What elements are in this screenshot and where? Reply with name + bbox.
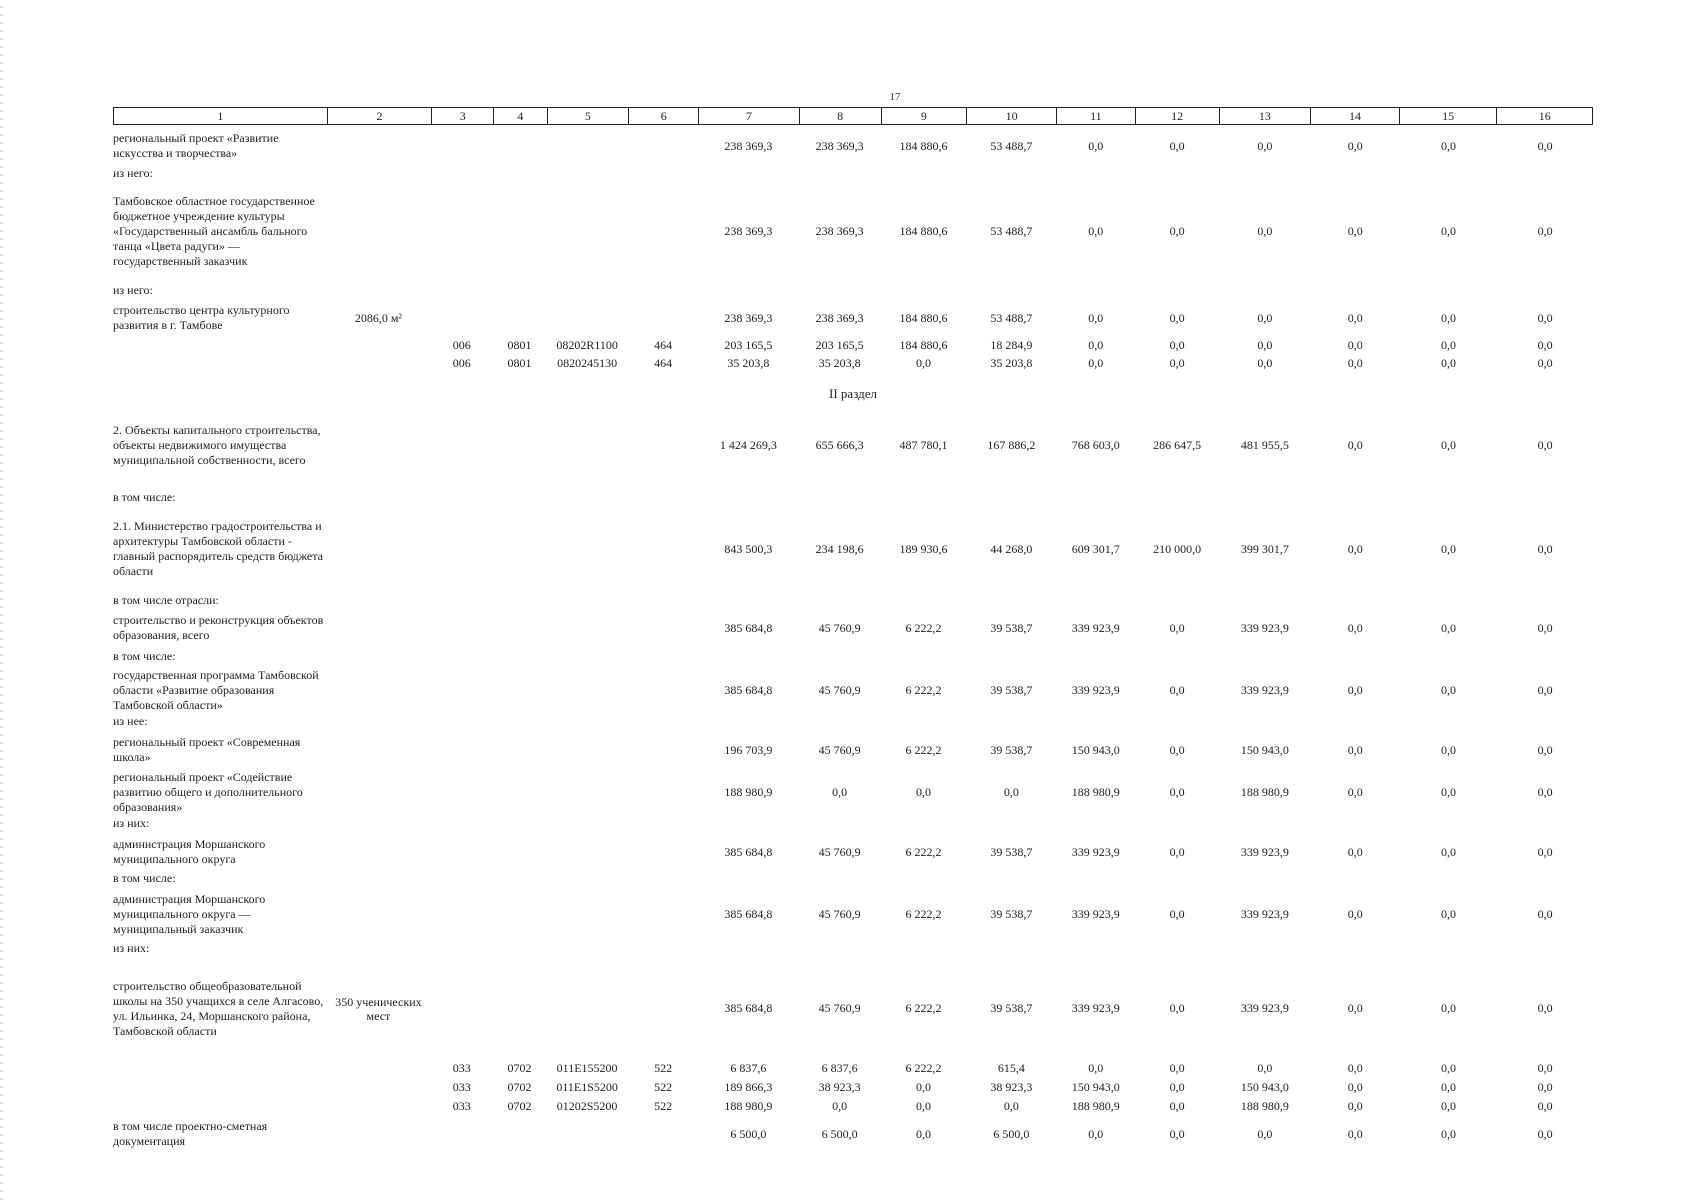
note-text: в том числе: <box>113 490 176 504</box>
value-col-8: 203 165,5 <box>815 337 864 352</box>
budget-code-3: 033 <box>452 1098 471 1113</box>
note-text: в том числе отрасли: <box>113 593 219 607</box>
value-col-13: 0,0 <box>1257 138 1273 153</box>
value-col-13: 0,0 <box>1257 310 1273 325</box>
value-col-16: 0,0 <box>1537 1079 1553 1094</box>
row-label: Тамбовское областное государственное бюджетное учреждение культуры «Государственный ансамбль бального танца «Цвета радуги» — государственный заказчик <box>113 193 315 268</box>
value-col-14: 0,0 <box>1347 1079 1363 1094</box>
value-col-9: 0,0 <box>916 1098 932 1113</box>
value-col-13: 0,0 <box>1257 355 1273 370</box>
value-col-7: 385 684,8 <box>724 620 773 635</box>
section-title: II раздел <box>829 386 877 401</box>
value-col-7: 385 684,8 <box>724 1001 773 1015</box>
value-col-7: 203 165,5 <box>724 337 773 352</box>
value-col-13: 339 923,9 <box>1240 844 1289 859</box>
value-col-10: 44 268,0 <box>990 541 1033 556</box>
value-col-15: 0,0 <box>1440 1001 1456 1015</box>
row-label: региональный проект «Содействие развитию общего и дополнительного образования» <box>113 769 303 814</box>
value-col-12: 0,0 <box>1169 1126 1185 1141</box>
table-row <box>113 735 1593 765</box>
value-col-14: 0,0 <box>1347 742 1363 757</box>
value-col-9: 487 780,1 <box>899 437 948 452</box>
value-col-8: 45 760,9 <box>818 620 861 635</box>
value-col-14: 0,0 <box>1347 1098 1363 1113</box>
value-col-7: 385 684,8 <box>724 844 773 859</box>
row-label: 2.1. Министерство градостроительства и архитектуры Тамбовской области - главный распорядитель средств бюджета области <box>113 519 323 578</box>
table-row <box>113 511 1593 587</box>
col-header-13: 13 <box>1219 108 1311 124</box>
value-col-7: 1 424 269,3 <box>719 437 777 452</box>
note-text: из него: <box>113 283 153 297</box>
value-col-15: 0,0 <box>1440 682 1456 697</box>
value-col-7: 188 980,9 <box>724 784 773 799</box>
value-col-10: 39 538,7 <box>990 1001 1033 1015</box>
budget-code-6: 522 <box>654 1098 673 1113</box>
value-col-13: 339 923,9 <box>1240 682 1289 697</box>
row-label: строительство общеобразовательной школы на 350 учащихся в селе Алгасово, ул. Ильинка, 24, Моршанского района, Тамбовской области <box>113 978 324 1038</box>
value-col-14: 0,0 <box>1347 1126 1363 1141</box>
value-col-13: 188 980,9 <box>1240 784 1289 799</box>
value-col-15: 0,0 <box>1440 844 1456 859</box>
value-col-13: 339 923,9 <box>1240 906 1289 921</box>
table-row <box>113 891 1593 937</box>
value-col-10: 39 538,7 <box>990 906 1033 921</box>
budget-code-4: 0702 <box>507 1079 532 1094</box>
budget-code-3: 006 <box>452 355 471 370</box>
budget-code-3: 033 <box>452 1060 471 1075</box>
budget-code-5: 08202R1100 <box>556 337 618 352</box>
col-header-11: 11 <box>1056 108 1135 124</box>
value-col-8: 6 837,6 <box>821 1060 858 1075</box>
budget-code-4: 0702 <box>507 1098 532 1113</box>
value-col-15: 0,0 <box>1440 906 1456 921</box>
value-col-12: 210 000,0 <box>1153 541 1202 556</box>
value-col-11: 0,0 <box>1088 223 1104 238</box>
value-col-11: 150 943,0 <box>1071 1079 1120 1094</box>
value-col-15: 0,0 <box>1440 620 1456 635</box>
budget-code-6: 522 <box>654 1060 673 1075</box>
value-col-12: 0,0 <box>1169 1060 1185 1075</box>
table-row <box>113 1097 1593 1115</box>
value-col-16: 0,0 <box>1537 906 1553 921</box>
value-col-10: 18 284,9 <box>990 337 1033 352</box>
table-row <box>113 963 1593 1054</box>
note-text: из них: <box>113 816 150 830</box>
value-col-15: 0,0 <box>1440 138 1456 153</box>
value-col-10: 39 538,7 <box>990 620 1033 635</box>
col-header-4: 4 <box>493 108 546 124</box>
table-row <box>113 1078 1593 1096</box>
row-label: администрация Моршанского муниципального округа <box>113 837 266 866</box>
value-col-11: 0,0 <box>1088 1060 1104 1075</box>
value-col-8: 238 369,3 <box>815 138 864 153</box>
value-col-13: 150 943,0 <box>1240 742 1289 757</box>
value-col-16: 0,0 <box>1537 223 1553 238</box>
value-col-10: 38 923,3 <box>990 1079 1033 1094</box>
value-col-15: 0,0 <box>1440 310 1456 325</box>
value-col-9: 184 880,6 <box>899 138 948 153</box>
value-col-16: 0,0 <box>1537 1001 1553 1015</box>
value-col-7: 238 369,3 <box>724 223 773 238</box>
value-col-10: 35 203,8 <box>990 355 1033 370</box>
value-col-10: 6 500,0 <box>993 1126 1030 1141</box>
col-header-9: 9 <box>881 108 967 124</box>
value-col-10: 615,4 <box>997 1060 1025 1075</box>
value-col-11: 188 980,9 <box>1071 784 1120 799</box>
value-col-14: 0,0 <box>1347 223 1363 238</box>
value-col-16: 0,0 <box>1537 784 1553 799</box>
value-col-8: 238 369,3 <box>815 310 864 325</box>
note-text: в том числе: <box>113 871 176 885</box>
scan-edge <box>0 0 3 1200</box>
value-col-12: 0,0 <box>1169 682 1185 697</box>
table-row <box>113 354 1593 372</box>
value-col-15: 0,0 <box>1440 742 1456 757</box>
value-col-14: 0,0 <box>1347 355 1363 370</box>
value-col-8: 6 500,0 <box>821 1126 858 1141</box>
value-col-16: 0,0 <box>1537 337 1553 352</box>
value-col-13: 188 980,9 <box>1240 1098 1289 1113</box>
value-col-8: 0,0 <box>832 784 848 799</box>
note-text: из них: <box>113 941 150 955</box>
value-col-15: 0,0 <box>1440 355 1456 370</box>
value-col-7: 188 980,9 <box>724 1098 773 1113</box>
value-col-10: 53 488,7 <box>990 223 1033 238</box>
value-col-12: 0,0 <box>1169 784 1185 799</box>
value-col-12: 286 647,5 <box>1153 437 1202 452</box>
table-row <box>113 1059 1593 1077</box>
table-row <box>113 303 1593 333</box>
value-col-8: 234 198,6 <box>815 541 864 556</box>
value-col-10: 39 538,7 <box>990 844 1033 859</box>
value-col-15: 0,0 <box>1440 223 1456 238</box>
col-header-8: 8 <box>799 108 881 124</box>
row-label: региональный проект «Современная школа» <box>113 735 301 764</box>
value-col-14: 0,0 <box>1347 844 1363 859</box>
value-col-8: 38 923,3 <box>818 1079 861 1094</box>
value-col-10: 39 538,7 <box>990 742 1033 757</box>
table-row <box>113 667 1593 713</box>
value-col-16: 0,0 <box>1537 1060 1553 1075</box>
page-number: 17 <box>889 91 901 103</box>
value-col-9: 0,0 <box>916 1079 932 1094</box>
value-col-16: 0,0 <box>1537 355 1553 370</box>
value-col-8: 45 760,9 <box>818 906 861 921</box>
value-col-14: 0,0 <box>1347 138 1363 153</box>
row-label: государственная программа Тамбовской области «Развитие образования Тамбовской области» <box>113 667 319 712</box>
value-col-12: 0,0 <box>1169 310 1185 325</box>
value-col-9: 6 222,2 <box>905 844 942 859</box>
row-label: региональный проект «Развитие искусства и творчества» <box>113 131 279 160</box>
col-header-3: 3 <box>431 108 493 124</box>
value-col-11: 339 923,9 <box>1071 682 1120 697</box>
value-col-11: 188 980,9 <box>1071 1098 1120 1113</box>
value-col-8: 35 203,8 <box>818 355 861 370</box>
row-label: администрация Моршанского муниципального округа — муниципальный заказчик <box>113 891 266 936</box>
value-col-14: 0,0 <box>1347 906 1363 921</box>
value-col-9: 6 222,2 <box>905 1001 942 1015</box>
value-col-13: 0,0 <box>1257 1126 1273 1141</box>
value-col-9: 184 880,6 <box>899 223 948 238</box>
value-col-11: 0,0 <box>1088 337 1104 352</box>
budget-code-5: 011E1S5200 <box>556 1079 618 1094</box>
value-col-13: 399 301,7 <box>1240 541 1289 556</box>
value-col-8: 45 760,9 <box>818 682 861 697</box>
col-header-12: 12 <box>1135 108 1219 124</box>
value-col-7: 35 203,8 <box>727 355 770 370</box>
value-col-10: 53 488,7 <box>990 138 1033 153</box>
value-col-14: 0,0 <box>1347 541 1363 556</box>
value-col-7: 189 866,3 <box>724 1079 773 1094</box>
value-col-12: 0,0 <box>1169 742 1185 757</box>
value-col-8: 45 760,9 <box>818 1001 861 1015</box>
value-col-12: 0,0 <box>1169 1098 1185 1113</box>
budget-code-4: 0702 <box>507 1060 532 1075</box>
value-col-16: 0,0 <box>1537 1098 1553 1113</box>
value-col-7: 6 500,0 <box>730 1126 767 1141</box>
value-col-8: 655 666,3 <box>815 437 864 452</box>
value-col-16: 0,0 <box>1537 682 1553 697</box>
value-col-16: 0,0 <box>1537 310 1553 325</box>
table-row <box>113 769 1593 815</box>
value-col-11: 0,0 <box>1088 355 1104 370</box>
value-col-9: 6 222,2 <box>905 742 942 757</box>
col-header-6: 6 <box>628 108 698 124</box>
col-header-7: 7 <box>698 108 799 124</box>
value-col-12: 0,0 <box>1169 620 1185 635</box>
value-col-14: 0,0 <box>1347 310 1363 325</box>
value-col-16: 0,0 <box>1537 437 1553 452</box>
value-col-12: 0,0 <box>1169 138 1185 153</box>
value-col-11: 339 923,9 <box>1071 1001 1120 1015</box>
value-col-8: 45 760,9 <box>818 742 861 757</box>
col-header-10: 10 <box>966 108 1056 124</box>
value-col-7: 196 703,9 <box>724 742 773 757</box>
value-col-15: 0,0 <box>1440 337 1456 352</box>
value-col-11: 150 943,0 <box>1071 742 1120 757</box>
value-col-7: 238 369,3 <box>724 138 773 153</box>
row-label: строительство центра культурного развития в г. Тамбове <box>113 303 290 332</box>
value-col-11: 339 923,9 <box>1071 906 1120 921</box>
col-header-2: 2 <box>327 108 431 124</box>
value-col-9: 0,0 <box>916 355 932 370</box>
value-col-9: 6 222,2 <box>905 682 942 697</box>
value-col-7: 385 684,8 <box>724 682 773 697</box>
table-row <box>113 1119 1593 1149</box>
value-col-7: 385 684,8 <box>724 906 773 921</box>
value-col-8: 0,0 <box>832 1098 848 1113</box>
value-col-14: 0,0 <box>1347 337 1363 352</box>
value-col-7: 238 369,3 <box>724 310 773 325</box>
value-col-12: 0,0 <box>1169 1079 1185 1094</box>
value-col-16: 0,0 <box>1537 742 1553 757</box>
value-col-16: 0,0 <box>1537 844 1553 859</box>
col-header-1: 1 <box>217 109 224 123</box>
value-col-11: 339 923,9 <box>1071 844 1120 859</box>
value-col-16: 0,0 <box>1537 138 1553 153</box>
value-col-15: 0,0 <box>1440 1079 1456 1094</box>
value-col-8: 45 760,9 <box>818 844 861 859</box>
value-col-11: 339 923,9 <box>1071 620 1120 635</box>
table-row <box>113 131 1593 161</box>
table-row <box>113 336 1593 354</box>
value-col-11: 0,0 <box>1088 138 1104 153</box>
value-col-9: 6 222,2 <box>905 906 942 921</box>
value-col-9: 184 880,6 <box>899 310 948 325</box>
budget-code-6: 464 <box>654 355 673 370</box>
table-row <box>113 186 1593 276</box>
note-text: из него: <box>113 166 153 180</box>
value-col-13: 481 955,5 <box>1240 437 1289 452</box>
value-col-10: 0,0 <box>1003 1098 1019 1113</box>
value-col-12: 0,0 <box>1169 1001 1185 1015</box>
value-col-9: 0,0 <box>916 784 932 799</box>
value-col-10: 39 538,7 <box>990 682 1033 697</box>
value-col-12: 0,0 <box>1169 906 1185 921</box>
value-col-9: 189 930,6 <box>899 541 948 556</box>
value-col-16: 0,0 <box>1537 620 1553 635</box>
value-col-15: 0,0 <box>1440 1126 1456 1141</box>
row-capacity: 2086,0 м² <box>354 311 403 325</box>
value-col-9: 184 880,6 <box>899 337 948 352</box>
budget-code-4: 0801 <box>507 337 532 352</box>
value-col-16: 0,0 <box>1537 541 1553 556</box>
column-number-header <box>113 107 1593 125</box>
value-col-11: 0,0 <box>1088 310 1104 325</box>
value-col-8: 238 369,3 <box>815 223 864 238</box>
value-col-15: 0,0 <box>1440 1098 1456 1113</box>
value-col-13: 0,0 <box>1257 337 1273 352</box>
value-col-9: 0,0 <box>916 1126 932 1141</box>
value-col-15: 0,0 <box>1440 541 1456 556</box>
value-col-12: 0,0 <box>1169 355 1185 370</box>
value-col-16: 0,0 <box>1537 1126 1553 1141</box>
table-row <box>113 407 1593 483</box>
value-col-15: 0,0 <box>1440 1060 1456 1075</box>
value-col-14: 0,0 <box>1347 1001 1363 1015</box>
table-row <box>113 613 1593 643</box>
value-col-14: 0,0 <box>1347 1060 1363 1075</box>
budget-code-5: 01202S5200 <box>556 1098 618 1113</box>
value-col-13: 150 943,0 <box>1240 1079 1289 1094</box>
budget-code-5: 0820245130 <box>557 355 618 370</box>
col-header-16: 16 <box>1496 108 1592 124</box>
value-col-13: 339 923,9 <box>1240 620 1289 635</box>
value-col-10: 167 886,2 <box>987 437 1036 452</box>
col-header-14: 14 <box>1310 108 1399 124</box>
value-col-12: 0,0 <box>1169 844 1185 859</box>
value-col-12: 0,0 <box>1169 223 1185 238</box>
budget-code-4: 0801 <box>507 355 532 370</box>
budget-code-3: 006 <box>452 337 471 352</box>
budget-code-5: 011E155200 <box>556 1060 618 1075</box>
budget-code-3: 033 <box>452 1079 471 1094</box>
value-col-9: 6 222,2 <box>905 620 942 635</box>
value-col-10: 53 488,7 <box>990 310 1033 325</box>
note-text: из нее: <box>113 714 148 728</box>
value-col-11: 609 301,7 <box>1071 541 1120 556</box>
value-col-14: 0,0 <box>1347 620 1363 635</box>
value-col-14: 0,0 <box>1347 682 1363 697</box>
budget-code-6: 522 <box>654 1079 673 1094</box>
value-col-11: 768 603,0 <box>1071 437 1120 452</box>
value-col-14: 0,0 <box>1347 784 1363 799</box>
row-capacity: 350 ученических мест <box>335 994 422 1023</box>
value-col-14: 0,0 <box>1347 437 1363 452</box>
value-col-13: 0,0 <box>1257 1060 1273 1075</box>
row-label: строительство и реконструкция объектов образования, всего <box>113 613 324 642</box>
value-col-15: 0,0 <box>1440 784 1456 799</box>
col-header-15: 15 <box>1399 108 1497 124</box>
value-col-15: 0,0 <box>1440 437 1456 452</box>
value-col-13: 0,0 <box>1257 223 1273 238</box>
value-col-7: 843 500,3 <box>724 541 773 556</box>
col-header-5: 5 <box>547 108 629 124</box>
table-row <box>113 837 1593 867</box>
value-col-13: 339 923,9 <box>1240 1001 1289 1015</box>
row-label: 2. Объекты капитального строительства, объекты недвижимого имущества муниципальной собственности, всего <box>113 422 321 467</box>
value-col-11: 0,0 <box>1088 1126 1104 1141</box>
value-col-7: 6 837,6 <box>730 1060 767 1075</box>
value-col-9: 6 222,2 <box>905 1060 942 1075</box>
budget-code-6: 464 <box>654 337 673 352</box>
note-text: в том числе: <box>113 649 176 663</box>
row-label: в том числе проектно-сметная документация <box>113 1119 268 1148</box>
value-col-12: 0,0 <box>1169 337 1185 352</box>
value-col-10: 0,0 <box>1003 784 1019 799</box>
